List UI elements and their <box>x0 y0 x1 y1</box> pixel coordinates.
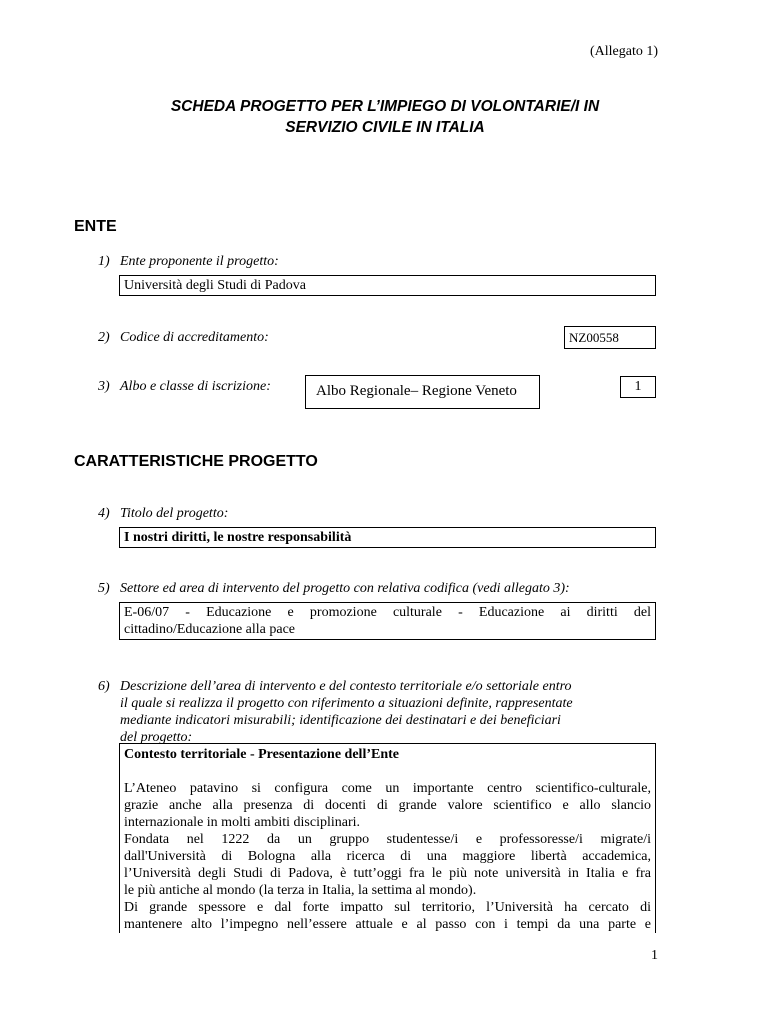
question-1 <box>98 254 279 270</box>
question-3-number: 3) <box>98 379 110 394</box>
titolo-progetto-field[interactable]: I nostri diritti, le nostre responsabilità <box>119 527 656 548</box>
paragraph-line: Fondata nel 1222 da un gruppo studentesse/i e professoresse/i migrate/i <box>124 832 651 847</box>
descrizione-area-field[interactable] <box>119 743 656 933</box>
question-5 <box>98 581 570 597</box>
question-4 <box>98 506 228 522</box>
title-line-1: SCHEDA PROGETTO PER L’IMPIEGO DI VOLONTARIE/I IN <box>170 98 600 115</box>
box-heading: Contesto territoriale - Presentazione dell’Ente <box>124 747 399 762</box>
paragraph-line: grazie anche alla presenza di docenti di grande valore scientifico e allo slancio <box>124 798 651 813</box>
question-3-label: Albo e classe di iscrizione: <box>120 379 271 394</box>
allegato-label: (Allegato 1) <box>589 44 658 59</box>
question-6-label-line: Descrizione dell’area di intervento e del contesto territoriale e/o settoriale entro <box>120 679 572 694</box>
section-heading-ente: ENTE <box>74 218 117 235</box>
title-line-2: SERVIZIO CIVILE IN ITALIA <box>285 119 485 136</box>
question-2-label: Codice di accreditamento: <box>120 330 269 345</box>
paragraph-line: internazionale in molti ambiti disciplinari. <box>124 815 360 830</box>
section-heading-caratteristiche: CARATTERISTICHE PROGETTO <box>74 453 318 470</box>
paragraph-line: L’Ateneo patavino si configura come un importante centro scientifico-culturale, <box>124 781 651 796</box>
paragraph-line: le più antiche al mondo (la terza in Italia, la settima al mondo). <box>124 883 477 898</box>
settore-line-2: cittadino/Educazione alla pace <box>124 622 296 637</box>
paragraph-line: mantenere alto l’impegno nell’essere attuale e al passo con i tempi da una parte e <box>124 917 651 932</box>
question-6-label-line: mediante indicatori misurabili; identificazione dei destinatari e dei beneficiari <box>120 713 561 728</box>
classe-field[interactable]: 1 <box>620 376 656 398</box>
ente-proponente-field[interactable]: Università degli Studi di Padova <box>119 275 656 296</box>
paragraph-line: l’Università degli Studi di Padova, è tutt’oggi fra le più note università in Italia e fra <box>124 866 651 881</box>
question-3 <box>98 379 271 395</box>
settore-line-1: E-06/07 - Educazione e promozione culturale - Educazione ai diritti del <box>124 605 651 620</box>
question-1-number: 1) <box>98 254 110 269</box>
question-5-label: Settore ed area di intervento del progetto con relativa codifica (vedi allegato 3): <box>120 581 570 596</box>
question-4-label: Titolo del progetto: <box>120 506 229 521</box>
albo-field[interactable]: Albo Regionale– Regione Veneto <box>305 375 540 409</box>
question-2 <box>98 330 269 346</box>
settore-area-field[interactable] <box>119 602 656 640</box>
question-6-label-line: il quale si realizza il progetto con riferimento a situazioni definite, rappresentate <box>120 696 573 711</box>
question-5-number: 5) <box>98 581 110 596</box>
question-6-label <box>120 678 640 746</box>
question-6-number: 6) <box>98 679 110 694</box>
question-6 <box>98 678 573 745</box>
question-1-label: Ente proponente il progetto: <box>120 254 279 269</box>
question-4-number: 4) <box>98 506 110 521</box>
page-title <box>0 96 770 138</box>
paragraph-line: dall'Università di Bologna alla ricerca di una maggiore libertà accademica, <box>124 849 651 864</box>
question-2-number: 2) <box>98 330 110 345</box>
paragraph-line: Di grande spessore e dal forte impatto sul territorio, l’Università ha cercato di <box>124 900 651 915</box>
question-6-label-line: del progetto: <box>120 730 193 745</box>
page-number: 1 <box>651 948 658 963</box>
codice-accreditamento-field[interactable]: NZ00558 <box>564 326 656 349</box>
